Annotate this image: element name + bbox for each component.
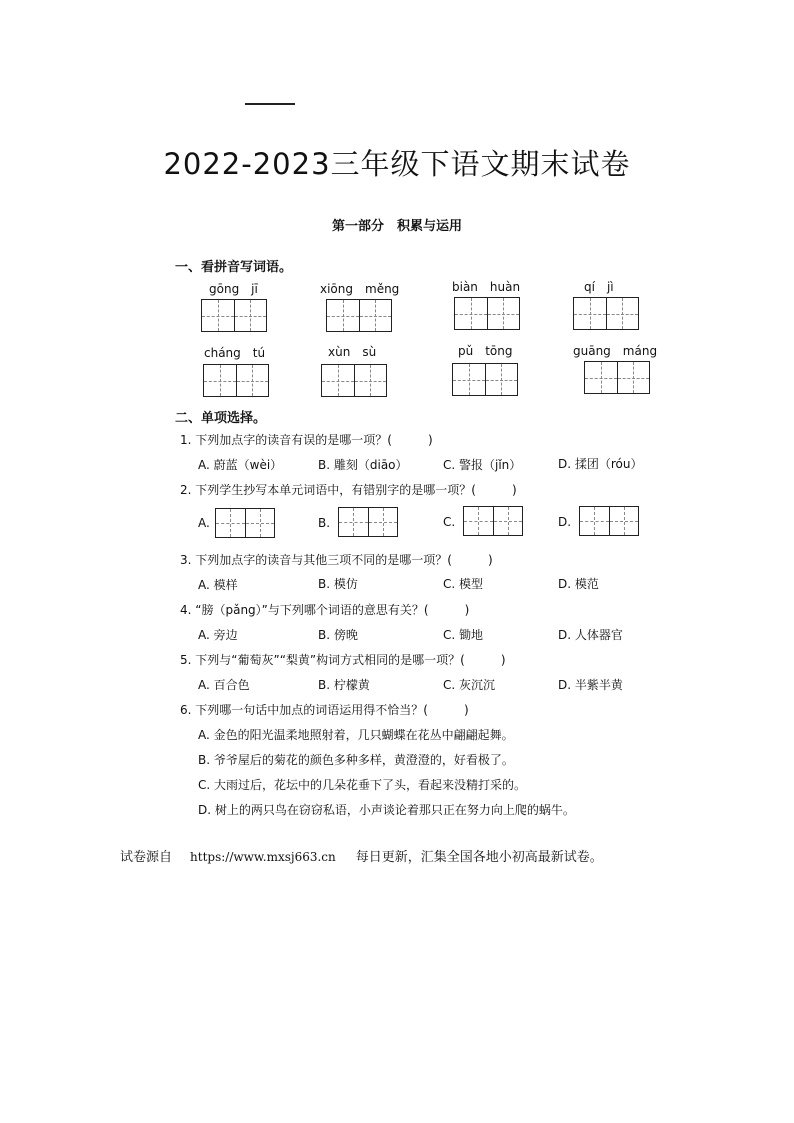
answer-grid[interactable] [321,364,387,397]
q5-option-c[interactable]: C. 灰沉沉 [443,678,496,692]
pinyin-label: xùn sù [328,345,377,359]
q2-option-d-word-box [579,506,639,536]
q2-option-a-word-box [215,508,275,538]
q2-option-b[interactable]: B. [318,516,331,530]
question-4-stem: 4. “膀（pǎng）”与下列哪个词语的意思有关？( ) [180,603,470,617]
q2-option-b-word-box [338,507,398,537]
answer-grid[interactable] [203,364,269,397]
question-2-stem: 2. 下列学生抄写本单元词语中，有错别字的是哪一项？( ) [180,483,517,497]
answer-grid[interactable] [201,299,267,332]
footer-url-link[interactable]: https://www.mxsj663.cn [190,850,336,864]
q5-option-b[interactable]: B. 柠檬黄 [318,678,370,692]
q2-option-d[interactable]: D. [558,515,572,529]
q2-option-a[interactable]: A. [198,516,210,530]
answer-grid[interactable] [452,363,518,396]
q6-option-c[interactable]: C. 大雨过后，花坛中的几朵花垂下了头，看起来没精打采的。 [198,778,527,792]
q3-option-a[interactable]: A. 模样 [198,578,238,592]
q1-option-a[interactable]: A. 蔚蓝（wèi） [198,458,283,472]
q4-option-b[interactable]: B. 傍晚 [318,628,358,642]
pinyin-label: biàn huàn [452,280,521,294]
q4-option-a[interactable]: A. 旁边 [198,628,238,642]
answer-grid[interactable] [454,297,520,330]
part-title: 第一部分 积累与运用 [331,219,462,234]
footer [120,846,603,865]
question-5-stem: 5. 下列与“葡萄灰”“梨黄”构词方式相同的是哪一项？( ) [180,653,506,667]
q3-option-c[interactable]: C. 模型 [443,577,484,591]
q6-option-a[interactable]: A. 金色的阳光温柔地照射着，几只蝴蝶在花丛中翩翩起舞。 [198,728,514,742]
q1-option-b[interactable]: B. 雕刻（diāo） [318,458,408,472]
q6-option-b[interactable]: B. 爷爷屋后的菊花的颜色多种多样，黄澄澄的，好看极了。 [198,753,514,767]
q4-option-d[interactable]: D. 人体器官 [558,628,623,642]
q1-option-d[interactable]: D. 揉团（róu） [558,457,643,471]
question-6-stem: 6. 下列哪一句话中加点的词语运用得不恰当？( ) [180,703,469,717]
q2-option-c[interactable]: C. [443,515,456,529]
q1-option-c[interactable]: C. 警报（jǐn） [443,458,522,472]
footer-note: 每日更新，汇集全国各地小初高最新试卷。 [355,850,603,865]
pinyin-label: gōng jī [209,282,258,296]
question-3-stem: 3. 下列加点字的读音与其他三项不同的是哪一项？( ) [180,553,493,567]
pinyin-label: xiōng měng [320,282,400,296]
q5-option-d[interactable]: D. 半紫半黄 [558,678,623,692]
footer-source-label: 试卷源自 [120,850,173,865]
section1-heading: 一、看拼音写词语。 [175,260,293,275]
pinyin-label: cháng tú [204,346,266,360]
q3-option-b[interactable]: B. 模仿 [318,577,358,591]
q2-option-c-word-box [463,506,523,536]
q3-option-d[interactable]: D. 模范 [558,577,599,591]
pinyin-label: pǔ tōng [458,344,513,358]
pinyin-label: qí jì [584,280,614,294]
answer-grid[interactable] [573,297,639,330]
exam-title: 2022-2023三年级下语文期末试卷 [163,147,631,181]
pinyin-label: guāng máng [573,344,658,358]
answer-grid[interactable] [326,299,392,332]
section2-heading: 二、单项选择。 [175,411,267,426]
q6-option-d[interactable]: D. 树上的两只鸟在窃窃私语，小声谈论着那只正在努力向上爬的蜗牛。 [198,803,575,817]
q4-option-c[interactable]: C. 锄地 [443,628,484,642]
top-rule [245,103,295,105]
answer-grid[interactable] [584,361,650,394]
question-1-stem: 1. 下列加点字的读音有误的是哪一项？( ) [180,433,433,447]
q5-option-a[interactable]: A. 百合色 [198,678,250,692]
